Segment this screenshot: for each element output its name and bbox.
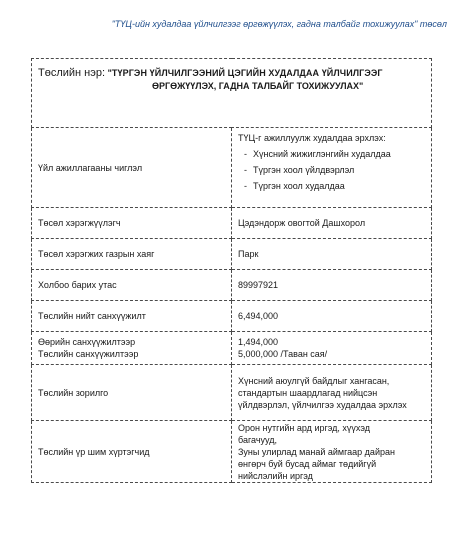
beneficiaries-value [232, 421, 432, 483]
purpose-line: Хүнсний аюулгүй байдлыг хангасан, [238, 375, 390, 386]
table-row [32, 239, 432, 270]
location-label: Төсөл хэрэгжих газрын хаяг [32, 239, 232, 270]
list-item: - Хүнсний жижиглэнгийн худалдаа [244, 148, 425, 160]
table-row [32, 208, 432, 239]
purpose-line: үйлдвэрлэл, үйлчилгээ худалдаа эрхлэх [238, 399, 407, 410]
project-title-line2: ӨРГӨЖҮҮЛЭХ, ГАДНА ТАЛБАЙГ ТОХИЖУУЛАХ" [152, 81, 364, 91]
implementer-value: Цэдэндорж овогтой Дашхорол [232, 208, 432, 239]
direction-intro: ТҮЦ-г ажиллуулж худалдаа эрхлэх: [238, 133, 386, 143]
purpose-label: Төслийн зорилго [32, 365, 232, 421]
total-funding-label: Төслийн нийт санхүүжилт [32, 301, 232, 332]
list-item: - Түргэн хоол үйлдвэрлэл [244, 164, 425, 176]
beneficiaries-line: өнгөрч буй бусад аймаг төдийгүй [238, 458, 377, 469]
total-funding-value: 6,494,000 [232, 301, 432, 332]
project-info-table [31, 58, 432, 483]
beneficiaries-label: Төслийн үр шим хүртэгчид [32, 421, 232, 483]
table-row [32, 128, 432, 208]
beneficiaries-line: багачууд, [238, 434, 277, 445]
implementer-label: Төсөл хэрэгжүүлэгч [32, 208, 232, 239]
project-title-line1: "ТҮРГЭН ҮЙЛЧИЛГЭЭНИЙ ЦЭГИЙН ХУДАЛДАА ҮЙЛЧИЛГЭЭГ [107, 68, 383, 78]
list-item: - Түргэн хоол худалдаа [244, 180, 425, 192]
location-value: Парк [232, 239, 432, 270]
project-title-cell [32, 59, 432, 128]
beneficiaries-line: Зуны улирлад манай аймгаар дайран [238, 446, 395, 457]
phone-value: 89997921 [232, 270, 432, 301]
table-row [32, 332, 432, 365]
direction-label: Үйл ажиллагааны чиглэл [32, 128, 232, 208]
table-row [32, 301, 432, 332]
own-funding-label: Өөрийн санхүүжилтээр [38, 337, 136, 347]
beneficiaries-line: нийслэлийн иргэд [238, 470, 313, 481]
project-funding-value: 5,000,000 /Таван сая/ [238, 349, 328, 359]
table-row [32, 270, 432, 301]
project-funding-label: Төслийн санхүүжилтээр [38, 349, 139, 359]
beneficiaries-line: Орон нутгийн ард иргэд, хүүхэд [238, 422, 371, 433]
own-funding-value: 1,494,000 [238, 337, 279, 347]
purpose-line: стандартын шаардлагад нийцсэн [238, 387, 378, 398]
direction-value [232, 128, 432, 208]
title-row [32, 59, 432, 128]
phone-label: Холбоо барих утас [32, 270, 232, 301]
purpose-value [232, 365, 432, 421]
funding-labels [32, 332, 232, 365]
project-title-prefix: Төслийн нэр: [38, 67, 106, 79]
direction-list [238, 148, 425, 192]
document-header-note: "ТҮЦ-ийн худалдаа үйлчилгээг өргөжүүлэх, гадна талбайг тохижуулах" төсөл [111, 19, 447, 29]
funding-values [232, 332, 432, 365]
table-row [32, 421, 432, 483]
table-row [32, 365, 432, 421]
